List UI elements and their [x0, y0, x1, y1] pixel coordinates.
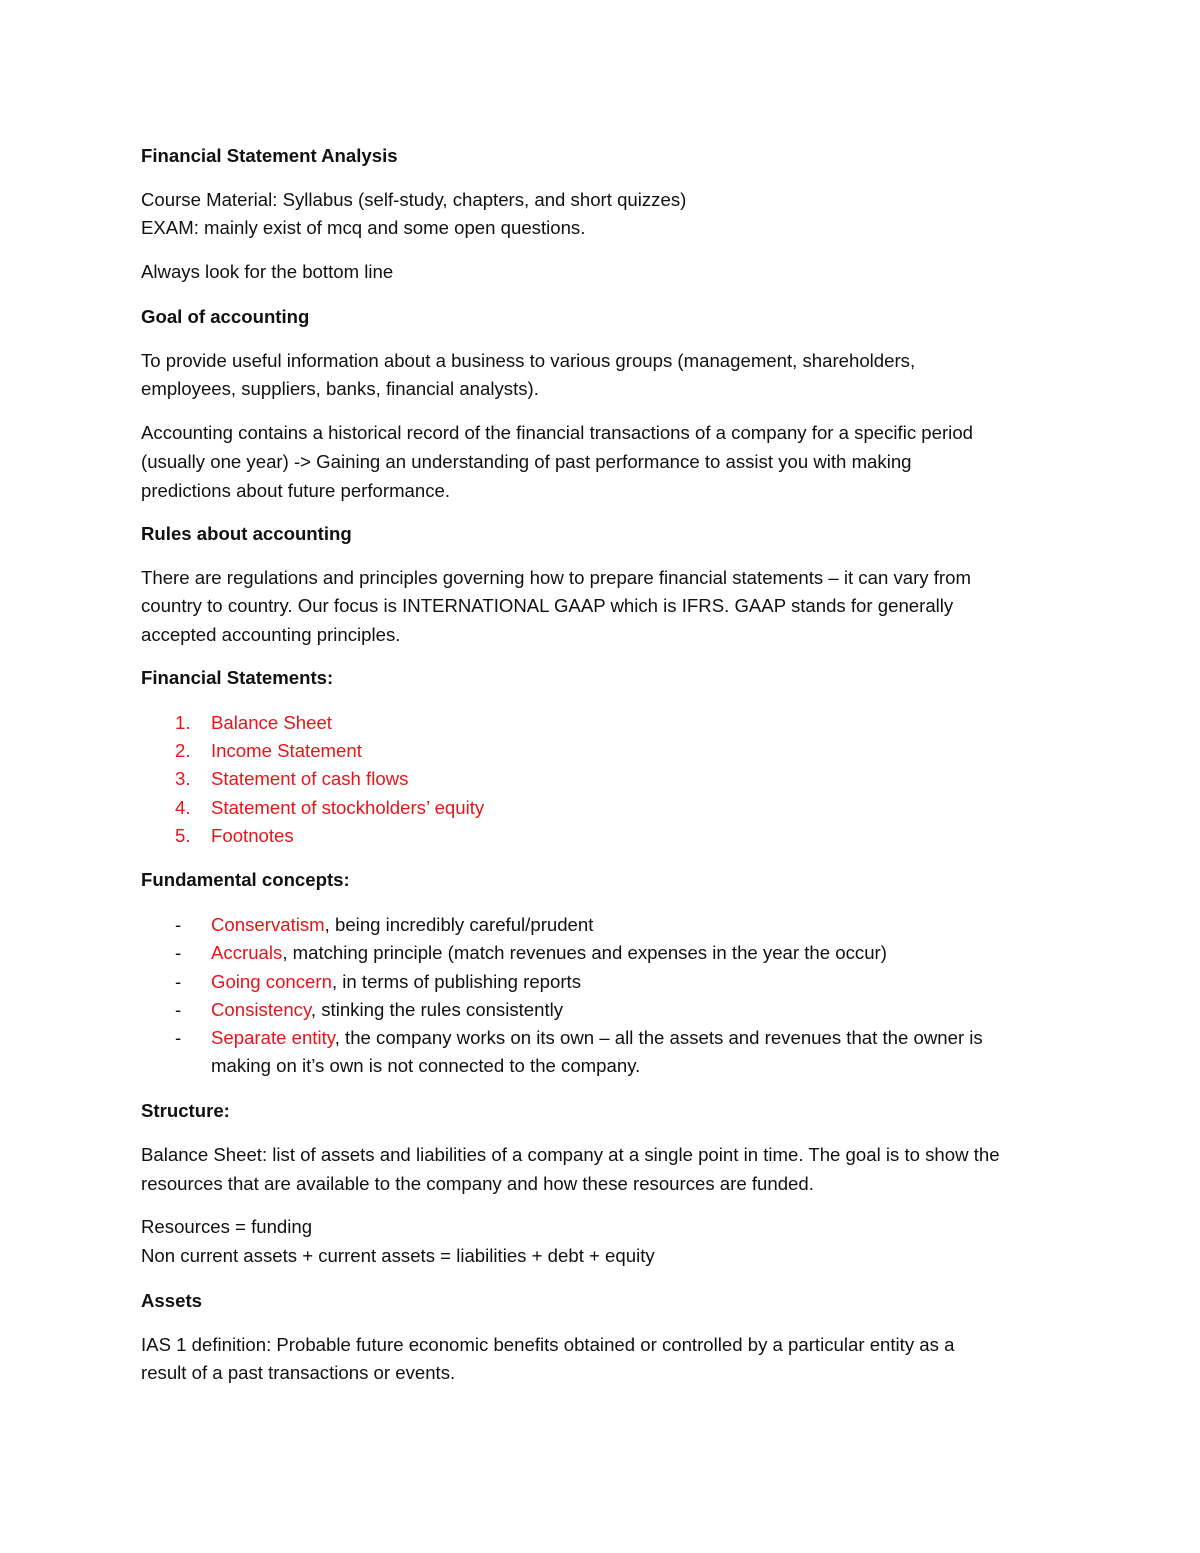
list-item [141, 1027, 1061, 1077]
statements-heading: Financial Statements: [141, 667, 334, 688]
bottom-line-note: Always look for the bottom line [141, 261, 394, 282]
list-number: 5. [175, 825, 191, 846]
document-title: Financial Statement Analysis [141, 145, 398, 166]
balance-equation: Non current assets + current assets = liabilities + debt + equity [141, 1245, 655, 1266]
accounting-paragraph-line: predictions about future performance. [141, 480, 451, 501]
rules-paragraph-line: accepted accounting principles. [141, 624, 401, 645]
concept-term: Accruals [211, 942, 283, 963]
structure-paragraph-line: Balance Sheet: list of assets and liabilities of a company at a single point in time. The goal is to show the [141, 1144, 1000, 1165]
structure-paragraph-line: resources that are available to the company and how these resources are funded. [141, 1173, 814, 1194]
concept-description: , in terms of publishing reports [331, 971, 582, 992]
concept-description: , stinking the rules consistently [310, 999, 564, 1020]
list-number: 1. [175, 712, 191, 733]
list-item [141, 712, 1041, 734]
list-item [141, 914, 1061, 936]
concept-description: , the company works on its own – all the assets and revenues that the owner is [334, 1027, 983, 1048]
list-label: Income Statement [211, 740, 362, 761]
bullet-dash: - [175, 999, 182, 1020]
concept-term: Consistency [211, 999, 311, 1020]
list-item [141, 768, 1041, 790]
list-label: Statement of stockholders’ equity [211, 797, 485, 818]
goal-paragraph-line: To provide useful information about a business to various groups (management, shareholders, [141, 350, 916, 371]
exam-line: EXAM: mainly exist of mcq and some open questions. [141, 217, 586, 238]
bullet-dash: - [175, 971, 182, 992]
concept-term: Conservatism [211, 914, 325, 935]
structure-heading: Structure: [141, 1100, 230, 1121]
rules-heading: Rules about accounting [141, 523, 352, 544]
goal-paragraph-line: employees, suppliers, banks, financial analysts). [141, 378, 539, 399]
accounting-paragraph-line: Accounting contains a historical record of the financial transactions of a company for a specific period [141, 422, 973, 443]
concept-description: , being incredibly careful/prudent [324, 914, 594, 935]
resources-equation: Resources = funding [141, 1216, 313, 1237]
concept-term: Separate entity [211, 1027, 335, 1048]
assets-heading: Assets [141, 1290, 202, 1311]
bullet-dash: - [175, 942, 182, 963]
rules-paragraph-line: country to country. Our focus is INTERNATIONAL GAAP which is IFRS. GAAP stands for generally [141, 595, 954, 616]
list-label: Footnotes [211, 825, 294, 846]
list-item [141, 825, 1041, 847]
list-number: 2. [175, 740, 191, 761]
accounting-paragraph-line: (usually one year) -> Gaining an understanding of past performance to assist you with making [141, 451, 912, 472]
rules-paragraph-line: There are regulations and principles governing how to prepare financial statements – it can vary from [141, 567, 971, 588]
concept-term: Going concern [211, 971, 332, 992]
goal-heading: Goal of accounting [141, 306, 310, 327]
concept-description: , matching principle (match revenues and expenses in the year the occur) [282, 942, 887, 963]
list-item [141, 942, 1061, 964]
assets-definition-line: IAS 1 definition: Probable future economic benefits obtained or controlled by a particular entity as a [141, 1334, 955, 1355]
course-material-line: Course Material: Syllabus (self-study, chapters, and short quizzes) [141, 189, 687, 210]
bullet-dash: - [175, 1027, 182, 1048]
assets-definition-line: result of a past transactions or events. [141, 1362, 456, 1383]
list-item [141, 999, 1061, 1021]
concept-description-continued: making on it’s own is not connected to the company. [211, 1055, 641, 1076]
list-label: Balance Sheet [211, 712, 332, 733]
list-item [141, 797, 1041, 819]
list-label: Statement of cash flows [211, 768, 409, 789]
list-number: 3. [175, 768, 191, 789]
list-number: 4. [175, 797, 191, 818]
concepts-heading: Fundamental concepts: [141, 869, 350, 890]
list-item [141, 971, 1061, 993]
list-item [141, 740, 1041, 762]
bullet-dash: - [175, 914, 182, 935]
